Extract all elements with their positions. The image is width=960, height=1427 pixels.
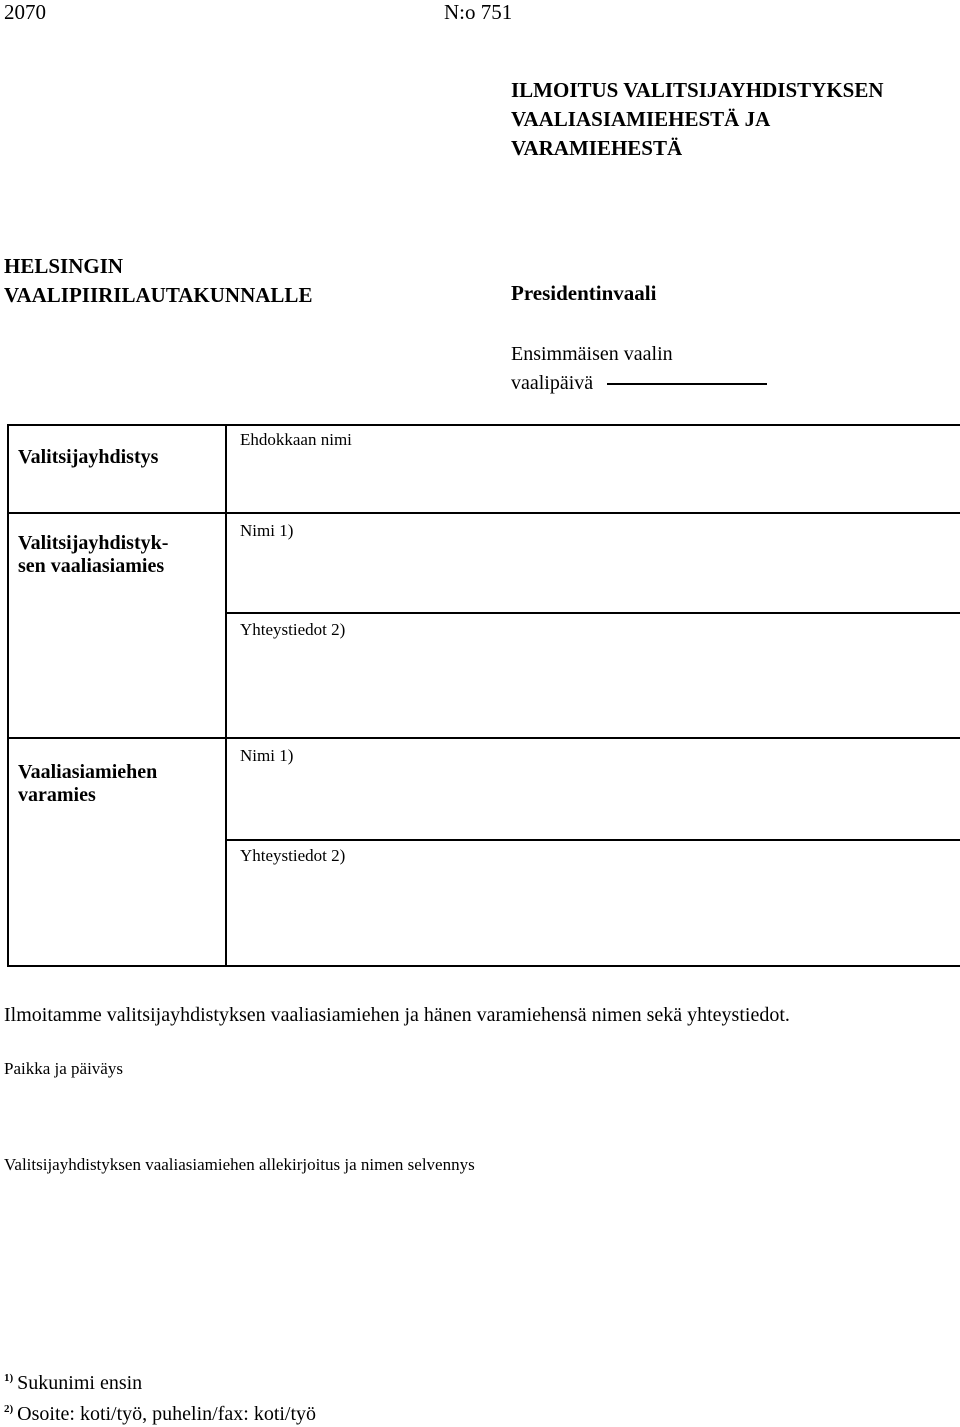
signature-field[interactable]: Valitsijayhdistyksen vaaliasiamiehen allekirjoitus ja nimen selvennys — [4, 1155, 475, 1174]
agent-label-line: sen vaaliasiamies — [18, 555, 165, 577]
form-row-divider — [227, 839, 960, 841]
form-title-line: VARAMIEHESTÄ — [511, 136, 683, 160]
recipient — [4, 252, 312, 310]
form-title — [511, 76, 884, 163]
form-title-line: ILMOITUS VALITSIJAYHDISTYKSEN — [511, 78, 884, 102]
election-day-block — [511, 340, 767, 398]
recipient-line: VAALIPIIRILAUTAKUNNALLE — [4, 283, 313, 307]
footnote — [4, 1396, 316, 1427]
document-number: N:o 751 — [444, 0, 513, 24]
deputy-label-line: varamies — [18, 784, 96, 806]
form-row-divider — [7, 512, 960, 514]
agent-label-line: Valitsijayhdistyk- — [18, 532, 169, 554]
statement-text: Ilmoitamme valitsijayhdistyksen vaaliasiamiehen ja hänen varamiehensä nimen sekä yhteystiedot. — [4, 1004, 790, 1026]
form-title-line: VAALIASIAMIEHESTÄ JA — [511, 107, 771, 131]
page-number: 2070 — [4, 0, 46, 24]
agent-contact-field[interactable]: Yhteystiedot 2) — [240, 620, 346, 639]
deputy-contact-field[interactable]: Yhteystiedot 2) — [240, 846, 346, 865]
election-day-label: vaalipäivä — [511, 372, 594, 394]
deputy-label-line: Vaaliasiamiehen — [18, 761, 158, 783]
election-day-input-line[interactable] — [607, 383, 767, 385]
agent-name-field[interactable]: Nimi 1) — [240, 521, 294, 540]
form-table — [7, 424, 960, 967]
election-name: Presidentinvaali — [511, 281, 657, 305]
footnote-mark: 2) — [4, 1403, 14, 1415]
footnotes — [4, 1365, 316, 1427]
footnote-text: Sukunimi ensin — [17, 1372, 143, 1394]
form-row-divider — [227, 612, 960, 614]
deputy-name-field[interactable]: Nimi 1) — [240, 746, 294, 765]
form-column-divider — [225, 426, 227, 967]
footnote — [4, 1365, 316, 1396]
agent-label — [18, 532, 168, 578]
footnote-mark: 1) — [4, 1372, 14, 1384]
association-label: Valitsijayhdistys — [18, 446, 159, 468]
deputy-label — [18, 761, 157, 807]
footnote-text: Osoite: koti/työ, puhelin/fax: koti/työ — [17, 1403, 317, 1425]
recipient-line: HELSINGIN — [4, 254, 124, 278]
election-round-label: Ensimmäisen vaalin — [511, 343, 673, 365]
form-row-divider — [7, 737, 960, 739]
candidate-name-field[interactable]: Ehdokkaan nimi — [240, 430, 352, 449]
place-date-field[interactable]: Paikka ja päiväys — [4, 1059, 123, 1078]
